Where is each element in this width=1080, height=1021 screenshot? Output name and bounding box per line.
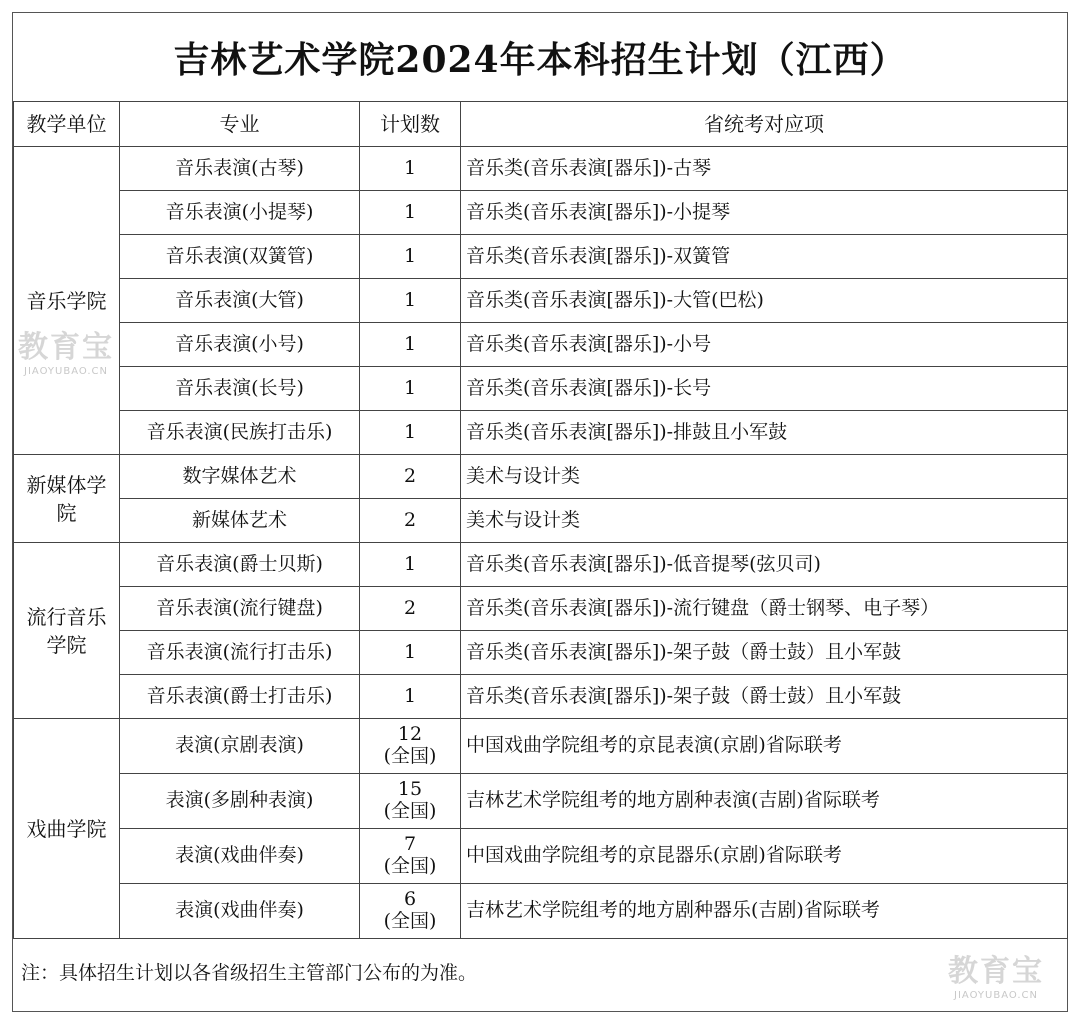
plan-count-value: 1 [403, 376, 417, 399]
exam-item-cell: 美术与设计类 [461, 455, 1068, 499]
table-header-row [14, 102, 1068, 147]
major-cell: 音乐表演(小号) [120, 323, 360, 367]
table-row [14, 543, 1068, 587]
plan-count-value: 1 [403, 244, 417, 267]
plan-count-cell [360, 147, 461, 191]
exam-item-cell: 中国戏曲学院组考的京昆器乐(京剧)省际联考 [461, 829, 1068, 884]
table-row [14, 829, 1068, 884]
exam-item-cell: 音乐类(音乐表演[器乐])-古琴 [461, 147, 1068, 191]
major-cell: 音乐表演(流行键盘) [120, 587, 360, 631]
table-row [14, 411, 1068, 455]
plan-count-cell [360, 829, 461, 884]
teaching-unit-cell: 流行音乐学院 [14, 543, 120, 719]
major-cell: 音乐表演(爵士贝斯) [120, 543, 360, 587]
exam-item-cell: 音乐类(音乐表演[器乐])-架子鼓（爵士鼓）且小军鼓 [461, 631, 1068, 675]
exam-item-cell: 音乐类(音乐表演[器乐])-小号 [461, 323, 1068, 367]
table-row [14, 884, 1068, 939]
table-row [14, 587, 1068, 631]
table-body [14, 147, 1068, 939]
plan-count-cell [360, 367, 461, 411]
plan-count-cell [360, 719, 461, 774]
major-cell: 新媒体艺术 [120, 499, 360, 543]
plan-count-cell [360, 279, 461, 323]
plan-count-value: 12 [397, 723, 423, 746]
plan-count-cell [360, 235, 461, 279]
table-row [14, 191, 1068, 235]
major-cell: 音乐表演(爵士打击乐) [120, 675, 360, 719]
plan-count-value: 1 [403, 288, 417, 311]
plan-count-cell [360, 323, 461, 367]
exam-item-cell: 吉林艺术学院组考的地方剧种表演(吉剧)省际联考 [461, 774, 1068, 829]
plan-count-cell [360, 774, 461, 829]
table-row [14, 455, 1068, 499]
exam-item-cell: 音乐类(音乐表演[器乐])-大管(巴松) [461, 279, 1068, 323]
major-cell: 音乐表演(流行打击乐) [120, 631, 360, 675]
plan-count-value: 1 [403, 420, 417, 443]
table-row [14, 774, 1068, 829]
header-major: 专业 [120, 102, 360, 147]
plan-count-value: 2 [403, 464, 417, 487]
plan-count-cell [360, 499, 461, 543]
enrollment-plan-table [13, 101, 1068, 939]
plan-count-value: 1 [403, 200, 417, 223]
plan-count-scope: (全国) [383, 800, 437, 822]
major-cell: 数字媒体艺术 [120, 455, 360, 499]
plan-count-cell [360, 543, 461, 587]
major-cell: 表演(京剧表演) [120, 719, 360, 774]
teaching-unit-cell: 新媒体学院 [14, 455, 120, 543]
table-row [14, 147, 1068, 191]
plan-count-scope: (全国) [383, 745, 437, 767]
exam-item-cell: 音乐类(音乐表演[器乐])-排鼓且小军鼓 [461, 411, 1068, 455]
table-row [14, 323, 1068, 367]
plan-count-scope: (全国) [383, 910, 437, 932]
exam-item-cell: 美术与设计类 [461, 499, 1068, 543]
table-row [14, 719, 1068, 774]
exam-item-cell: 音乐类(音乐表演[器乐])-长号 [461, 367, 1068, 411]
plan-count-cell [360, 191, 461, 235]
plan-count-cell [360, 411, 461, 455]
table-row [14, 631, 1068, 675]
plan-count-cell [360, 675, 461, 719]
exam-item-cell: 音乐类(音乐表演[器乐])-低音提琴(弦贝司) [461, 543, 1068, 587]
teaching-unit-cell: 音乐学院 [14, 147, 120, 455]
major-cell: 表演(戏曲伴奏) [120, 829, 360, 884]
plan-count-value: 2 [403, 596, 417, 619]
plan-count-value: 7 [403, 833, 417, 856]
document-page [12, 12, 1068, 1012]
teaching-unit-cell: 戏曲学院 [14, 719, 120, 939]
plan-count-cell [360, 631, 461, 675]
table-row [14, 367, 1068, 411]
plan-count-cell [360, 884, 461, 939]
table-row [14, 499, 1068, 543]
exam-item-cell: 音乐类(音乐表演[器乐])-架子鼓（爵士鼓）且小军鼓 [461, 675, 1068, 719]
header-count: 计划数 [360, 102, 461, 147]
watermark-logo [18, 322, 114, 377]
exam-item-cell: 音乐类(音乐表演[器乐])-双簧管 [461, 235, 1068, 279]
exam-item-cell: 中国戏曲学院组考的京昆表演(京剧)省际联考 [461, 719, 1068, 774]
watermark-url: JIAOYUBAO.CN [24, 366, 108, 377]
major-cell: 音乐表演(小提琴) [120, 191, 360, 235]
plan-count-value: 6 [403, 888, 417, 911]
major-cell: 音乐表演(长号) [120, 367, 360, 411]
watermark-logo [948, 946, 1044, 1001]
watermark-logo-text: 教育宝 [18, 330, 114, 365]
page-title: 吉林艺术学院2024年本科招生计划（江西） [173, 38, 907, 81]
major-cell: 音乐表演(古琴) [120, 147, 360, 191]
plan-count-value: 15 [397, 778, 423, 801]
watermark-url: JIAOYUBAO.CN [954, 990, 1038, 1001]
table-row [14, 675, 1068, 719]
table-row [14, 279, 1068, 323]
major-cell: 音乐表演(双簧管) [120, 235, 360, 279]
major-cell: 表演(多剧种表演) [120, 774, 360, 829]
plan-count-cell [360, 587, 461, 631]
footnote: 注：具体招生计划以各省级招生主管部门公布的为准。 [21, 962, 478, 984]
exam-item-cell: 吉林艺术学院组考的地方剧种器乐(吉剧)省际联考 [461, 884, 1068, 939]
major-cell: 表演(戏曲伴奏) [120, 884, 360, 939]
plan-count-value: 1 [403, 684, 417, 707]
major-cell: 音乐表演(民族打击乐) [120, 411, 360, 455]
plan-count-value: 1 [403, 332, 417, 355]
plan-count-value: 1 [403, 156, 417, 179]
plan-count-value: 2 [403, 508, 417, 531]
watermark-logo-text: 教育宝 [948, 954, 1044, 989]
plan-count-value: 1 [403, 640, 417, 663]
plan-count-scope: (全国) [383, 855, 437, 877]
header-exam-item: 省统考对应项 [461, 102, 1068, 147]
plan-count-value: 1 [403, 552, 417, 575]
major-cell: 音乐表演(大管) [120, 279, 360, 323]
table-row [14, 235, 1068, 279]
exam-item-cell: 音乐类(音乐表演[器乐])-小提琴 [461, 191, 1068, 235]
header-unit: 教学单位 [14, 102, 120, 147]
exam-item-cell: 音乐类(音乐表演[器乐])-流行键盘（爵士钢琴、电子琴） [461, 587, 1068, 631]
plan-count-cell [360, 455, 461, 499]
